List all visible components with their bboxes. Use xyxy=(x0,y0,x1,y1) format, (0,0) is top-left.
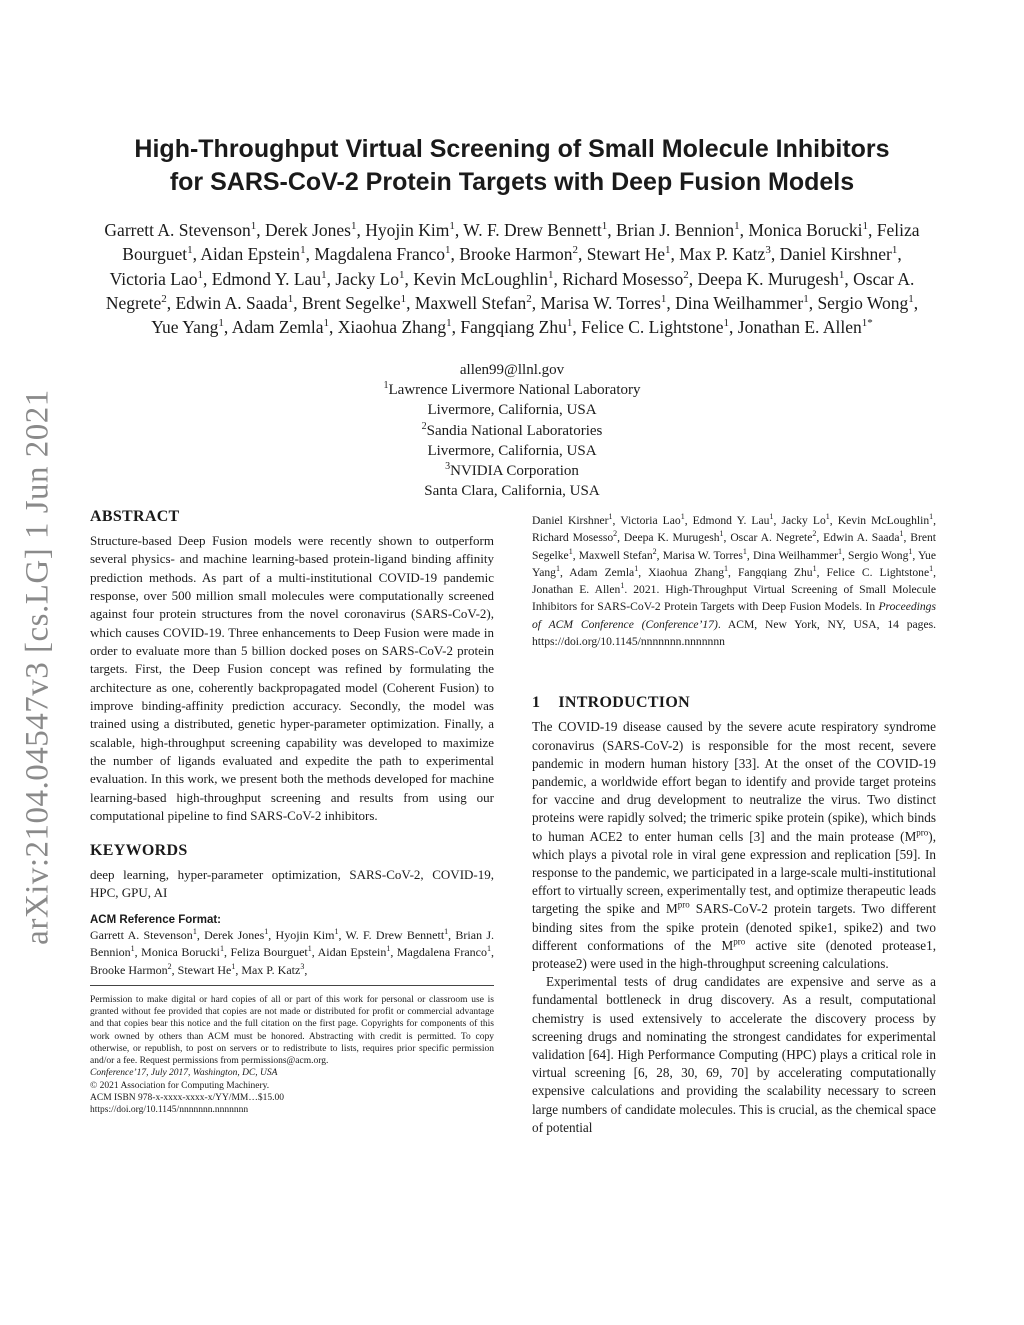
author-name: Feliza Bourguet xyxy=(122,220,920,265)
author-name: Dina Weilhammer xyxy=(752,548,838,562)
author-name: Max P. Katz xyxy=(679,244,766,265)
author-affiliation-mark: 1 xyxy=(566,317,573,330)
author-affiliation-mark: 1 xyxy=(218,317,224,330)
author-name: Brooke Harmon xyxy=(90,962,168,977)
author-affiliation-mark: 1 xyxy=(250,220,257,233)
affiliations xyxy=(212,360,812,501)
author-affiliation-mark: 1 xyxy=(130,944,135,954)
author-affiliation-mark: 1 xyxy=(608,512,613,522)
conference-info: Conference’17, July 2017, Washington, DC, USA xyxy=(90,1068,278,1079)
author-name: Kevin McLoughlin xyxy=(413,268,548,289)
author-affiliation-mark: 1 xyxy=(660,293,667,306)
author-name: Brent Segelke xyxy=(302,292,401,313)
author-name: Max P. Katz xyxy=(241,962,301,977)
author-affiliation-mark: 1 xyxy=(862,220,869,233)
author-affiliation-mark: 1 xyxy=(219,944,224,954)
author-name: Jacky Lo xyxy=(781,514,826,527)
author-name: Deepa K. Murugesh xyxy=(697,268,839,289)
author-name: Aidan Epstein xyxy=(317,945,387,960)
author-name: Richard Mosesso xyxy=(532,531,614,545)
author-affiliation-mark: 1 xyxy=(742,546,747,556)
author-name: Oscar A. Negrete xyxy=(730,531,813,545)
author-affiliation-mark: 1 xyxy=(719,529,724,539)
introduction-paragraph-2: Experimental tests of drug candidates are expensive and serve as a fundamental bottleneck in drug discovery. As a result, computational chemistry is used extensively to accelerate the discovery process by screening drugs and nominating the strongest candidates for experimental validation [64]. High Performance Computing (HPC) plays a critical role in virtual screening [6, 28, 30, 69, 70] by accelerating computationally expensive calculations and providing the scalability necessary to screen large numbers of candidate molecules. This is crucial, as the chemical space of potential xyxy=(532,974,936,1135)
footnote-divider xyxy=(90,985,494,986)
author-name: Stewart He xyxy=(177,962,232,977)
author-affiliation-mark: 1 xyxy=(837,546,842,556)
author-affiliation-mark: 1 xyxy=(300,244,306,257)
author-name: Brian J. Bennion xyxy=(615,220,735,240)
author-name: Maxwell Stefan xyxy=(578,548,653,562)
isbn-line: ACM ISBN 978-x-xxxx-xxxx-x/YY/MM…$15.00 xyxy=(90,1092,284,1103)
author-name: Brooke Harmon xyxy=(459,244,573,265)
author-name: Adam Zemla xyxy=(569,565,635,579)
author-name: Edwin A. Saada xyxy=(823,531,900,545)
author-affiliation-mark: 1 xyxy=(555,564,560,574)
introduction-heading: 1 INTRODUCTION xyxy=(532,694,690,712)
affiliation-3-name: $^3$NVIDIA Corporation xyxy=(445,461,579,480)
author-affiliation-mark: 1 xyxy=(908,546,913,556)
author-name: Dina Weilhammer xyxy=(675,292,804,313)
acm-reference-authors-part1: Garrett A. Stevenson$^1$, Derek Jones$^1$, Hyojin Kim$^1$, W. F. Drew Bennett$^1$, Brian J. Bennion$^1$, Monica Borucki$^1$, Feliza Bourguet$^1$, Aidan Epstein$^1$, Magdalena Franco$^1$, Brooke Harmon$^2$, Stewart He$^1$, Max P. Katz$^3$, xyxy=(90,927,495,977)
author-name: Magdalena Franco xyxy=(314,244,446,265)
author-affiliation-mark: 2 xyxy=(652,546,657,556)
copyright-line: © 2021 Association for Computing Machinery. xyxy=(90,1080,270,1091)
author-affiliation-mark: 1 xyxy=(769,512,774,522)
author-affiliation-mark: 1 xyxy=(264,927,269,937)
acm-reference-continued: Daniel Kirshner$^1$, Victoria Lao$^1$, Edmond Y. Lau$^1$, Jacky Lo$^1$, Kevin McLoughlin$^1$, Richard Mosesso$^2$, Deepa K. Murugesh$^1$, Oscar A. Negrete$^2$, Edwin A. Saada$^1$, Brent Segelke$^1$, Maxwell Stefan$^2$, Marisa W. Torres$^1$, Dina Weilhammer$^1$, Sergio Wong$^1$, Yue Yang$^1$, Adam Zemla$^1$, Xiaohua Zhang$^1$, Fangqiang Zhu$^1$, Felice C. Lightstone$^1$, Jonathan E. Allen$^1$. 2021. High-Throughput Virtual Screening of Small Molecule Inhibitors for SARS-CoV-2 Protein Targets with Deep Fusion Models. In Proceedings of ACM Conference (Conference’17). ACM, New York, NY, USA, 14 pages. https://doi.org/10.1145/nnnnnnn.nnnnnnn xyxy=(532,512,937,649)
author-affiliation-mark: 1 xyxy=(445,244,451,257)
author-name: Daniel Kirshner xyxy=(532,514,609,527)
author-name: Victoria Lao xyxy=(620,514,681,527)
right-column xyxy=(532,512,936,1137)
author-affiliation-mark: 1 xyxy=(891,244,898,257)
abstract-text: Structure-based Deep Fusion models were recently shown to outperform several physics- and machine learning-based protein-ligand binding affinity prediction methods. As part of a multi-institutional COVID-19 pandemic response, over 500 million small molecules were computationally screened against four protein structures from the novel coronavirus (SARS-CoV-2), which causes COVID-19. Three enhancements to Deep Fusion were made in order to evaluate more than 5 billion docked poses on SARS-CoV-2 protein targets. First, the Deep Fusion concept was refined by formulating the architecture as one, coherently backpropagated model (Coherent Fusion) to improve binding-affinity prediction accuracy. Secondly, the model was trained using a distributed, genetic hyper-parameter optimization. Finally, a scalable, high-throughput screening capability was developed to maximize the number of ligands evaluated and expedite the path to experimental evaluation. In this work, we present both the methods developed for machine learning-based high-throughput screening and results from using our computational pipeline to find SARS-CoV-2 inhibitors. xyxy=(90,533,494,824)
author-affiliation-mark: 1 xyxy=(899,529,904,539)
author-affiliation-mark: 1* xyxy=(861,317,873,330)
permission-block xyxy=(90,994,494,1117)
keywords-text: deep learning, hyper-parameter optimization, SARS-CoV-2, COVID-19, HPC, GPU, AI xyxy=(90,866,494,900)
author-affiliation-mark: 1 xyxy=(929,564,934,574)
corresponding-email: allen99@llnl.gov xyxy=(459,362,565,378)
arxiv-identifier: arXiv:2104.04547v3 [cs.LG] 1 Jun 2021 xyxy=(19,389,56,945)
author-affiliation-mark: 1 xyxy=(334,927,339,937)
author-affiliation-mark: 1 xyxy=(321,268,327,281)
author-name: Garrett A. Stevenson xyxy=(90,928,193,943)
author-affiliation-mark: 1 xyxy=(665,244,671,257)
author-affiliation-mark: 2 xyxy=(526,293,532,306)
author-affiliation-mark: 1 xyxy=(400,293,407,306)
author-name: Aidan Epstein xyxy=(200,244,301,265)
author-affiliation-mark: 1 xyxy=(197,268,203,281)
author-name: Kevin McLoughlin xyxy=(837,514,930,527)
author-name: Stewart He xyxy=(586,244,666,265)
author-name: W. F. Drew Bennett xyxy=(345,928,445,943)
author-name: Hyojin Kim xyxy=(365,220,450,240)
author-name: W. F. Drew Bennett xyxy=(463,220,602,240)
author-name: Edwin A. Saada xyxy=(175,292,288,313)
title-line-1: High-Throughput Virtual Screening of Small Molecule Inhibitors xyxy=(134,135,890,163)
affiliation-2-location: Livermore, California, USA xyxy=(427,442,597,459)
author-affiliation-mark: 1 xyxy=(307,944,312,954)
author-affiliation-mark: 1 xyxy=(838,268,845,281)
author-name: Brian J. Bennion xyxy=(90,928,494,960)
author-name: Jonathan E. Allen xyxy=(532,583,621,597)
author-name: Oscar A. Negrete xyxy=(105,268,915,313)
author-name: Derek Jones xyxy=(204,928,265,943)
author-name: Daniel Kirshner xyxy=(779,244,892,265)
author-name: Derek Jones xyxy=(264,220,351,240)
author-affiliation-mark: 1 xyxy=(399,268,405,281)
author-affiliation-mark: 1 xyxy=(723,317,730,330)
author-affiliation-mark: 1 xyxy=(908,293,914,306)
author-name: Magdalena Franco xyxy=(396,945,488,960)
author-affiliation-mark: 1 xyxy=(724,564,729,574)
author-name: Fangqiang Zhu xyxy=(737,565,813,579)
author-affiliation-mark: 1 xyxy=(444,927,449,937)
author-affiliation-mark: 2 xyxy=(167,961,172,971)
author-name: Maxwell Stefan xyxy=(414,292,527,313)
author-affiliation-mark: 1 xyxy=(634,564,639,574)
author-name: Yue Yang xyxy=(151,317,219,338)
author-name: Victoria Lao xyxy=(109,268,198,289)
author-affiliation-mark: 3 xyxy=(300,961,305,971)
doi-link[interactable]: https://doi.org/10.1145/nnnnnnn.nnnnnnn xyxy=(90,1105,249,1116)
author-affiliation-mark: 1 xyxy=(812,564,817,574)
abstract-heading: ABSTRACT xyxy=(90,508,180,525)
author-affiliation-mark: 1 xyxy=(680,512,685,522)
author-name: Edmond Y. Lau xyxy=(211,268,322,289)
author-affiliation-mark: 2 xyxy=(613,529,618,539)
affiliation-2-name: $^2$Sandia National Laboratories xyxy=(421,420,603,439)
author-affiliation-mark: 2 xyxy=(161,293,167,306)
author-affiliation-mark: 2 xyxy=(572,244,579,257)
author-name: Hyojin Kim xyxy=(275,928,335,943)
permission-text: Permission to make digital or hard copies of all or part of this work for personal or classroom use is granted without fee provided that copies are not made or distributed for profit or commercial advantage and that copies bear this notice and the full citation on the first page. Copyrights for components of this work owned by others than ACM must be honored. Abstracting with credit is permitted. To copy otherwise, or republish, to post on servers or to redistribute to lists, requires prior specific permission and/or a fee. Request permissions from permissions@acm.org. xyxy=(90,994,494,1067)
acm-reference-heading: ACM Reference Format: xyxy=(90,914,221,927)
author-name: Jonathan E. Allen xyxy=(737,317,862,338)
author-affiliation-mark: 3 xyxy=(765,244,771,257)
arxiv-sidebar xyxy=(14,372,62,962)
author-affiliation-mark: 1 xyxy=(350,220,357,233)
author-affiliation-mark: 1 xyxy=(929,512,934,522)
author-affiliation-mark: 1 xyxy=(487,944,492,954)
author-name: Xiaohua Zhang xyxy=(648,565,725,579)
keywords-heading: KEYWORDS xyxy=(90,841,188,859)
author-name: Felice C. Lightstone xyxy=(581,317,724,338)
title-line-2: for SARS-CoV-2 Protein Targets with Deep Fusion Models xyxy=(169,168,855,196)
author-name: Deepa K. Murugesh xyxy=(623,531,720,545)
acm-reference-venue: Proceedings of ACM Conference (Conference’17) xyxy=(532,600,936,631)
author-affiliation-mark: 1 xyxy=(187,244,193,257)
author-affiliation-mark: 1 xyxy=(734,220,740,233)
author-affiliation-mark: 1 xyxy=(386,944,391,954)
author-name: Brent Segelke xyxy=(532,531,937,562)
author-name: Marisa W. Torres xyxy=(662,548,743,562)
author-affiliation-mark: 1 xyxy=(323,317,330,330)
author-name: Monica Borucki xyxy=(141,945,220,960)
author-name: Yue Yang xyxy=(532,548,936,579)
author-name: Richard Mosesso xyxy=(562,268,684,289)
author-affiliation-mark: 1 xyxy=(287,293,294,306)
author-affiliation-mark: 1 xyxy=(446,317,452,330)
affiliation-1-location: Livermore, California, USA xyxy=(427,402,597,419)
author-name: Garrett A. Stevenson xyxy=(104,220,251,240)
author-name: Sergio Wong xyxy=(848,548,909,562)
author-name: Feliza Bourguet xyxy=(230,945,308,960)
author-name: Xiaohua Zhang xyxy=(337,317,447,338)
paper-title xyxy=(70,133,954,199)
author-name: Edmond Y. Lau xyxy=(692,514,770,527)
author-name: Sergio Wong xyxy=(817,292,909,313)
author-affiliation-mark: 1 xyxy=(568,546,573,556)
author-name: Marisa W. Torres xyxy=(540,292,661,313)
author-affiliation-mark: 1 xyxy=(192,927,197,937)
author-affiliation-mark: 1 xyxy=(449,220,455,233)
introduction-paragraph-1: The COVID-19 disease caused by the severe acute respiratory syndrome coronavirus (SARS-CoV-2) is responsible for the most recent, severe pandemic in modern human history [33]. At the onset of the COVID-19 pandemic, a worldwide effort began to identify and provide target proteins for vaccine and drug development to neutralize the virus. Two distinct proteins were rapidly solved; the trimeric spike protein (spike), which binds to human ACE2 to enter human cells [3] and the main protease $(M^{pro})$, which plays a pivotal role in viral gene expression and replication [59]. In response to the pandemic, we participated in a large-scale multi-institutional effort to virtually screen, experimentally test, and optimize therapeutic leads targeting the spike and $M^{pro}$ SARS-CoV-2 protein targets. Two different binding sites from the spike protein (denoted spike1, spike2) and two different conformations of the $M^{pro}$ active site (denoted protease1, protease2) were used in the high-throughput screening calculations. xyxy=(532,719,936,972)
author-affiliation-mark: 1 xyxy=(547,268,554,281)
author-name: Monica Borucki xyxy=(748,220,863,240)
author-name: Jacky Lo xyxy=(335,268,400,289)
author-affiliation-mark: 2 xyxy=(812,529,817,539)
author-affiliation-mark: 1 xyxy=(803,293,809,306)
left-column xyxy=(90,508,494,1116)
author-affiliation-mark: 2 xyxy=(683,268,689,281)
author-affiliation-mark: 1 xyxy=(231,961,236,971)
author-name: Fangqiang Zhu xyxy=(460,317,567,338)
author-name: Felice C. Lightstone xyxy=(826,565,930,579)
author-affiliation-mark: 1 xyxy=(601,220,608,233)
author-list: Garrett A. Stevenson$^1$, Derek Jones$^1$, Hyojin Kim$^1$, W. F. Drew Bennett$^1$, Brian J. Bennion$^1$, Monica Borucki$^1$, Feliza Bourguet$^1$, Aidan Epstein$^1$, Magdalena Franco$^1$, Brooke Harmon$^2$, Stewart He$^1$, Max P. Katz$^3$, Daniel Kirshner$^1$, Victoria Lao$^1$, Edmond Y. Lau$^1$, Jacky Lo$^1$, Kevin McLoughlin$^1$, Richard Mosesso$^2$, Deepa K. Murugesh$^1$, Oscar A. Negrete$^2$, Edwin A. Saada$^1$, Brent Segelke$^1$, Maxwell Stefan$^2$, Marisa W. Torres$^1$, Dina Weilhammer$^1$, Sergio Wong$^1$, Yue Yang$^1$, Adam Zemla$^1$, Xiaohua Zhang$^1$, Fangqiang Zhu$^1$, Felice C. Lightstone$^1$, Jonathan E. Allen$^{1*}$ xyxy=(104,220,920,338)
author-name: Adam Zemla xyxy=(231,317,324,338)
author-affiliation-mark: 1 xyxy=(620,581,625,591)
author-affiliation-mark: 1 xyxy=(825,512,830,522)
affiliation-3-location: Santa Clara, California, USA xyxy=(424,483,600,500)
affiliation-1-name: $^1$Lawrence Livermore National Laboratory xyxy=(383,380,641,399)
